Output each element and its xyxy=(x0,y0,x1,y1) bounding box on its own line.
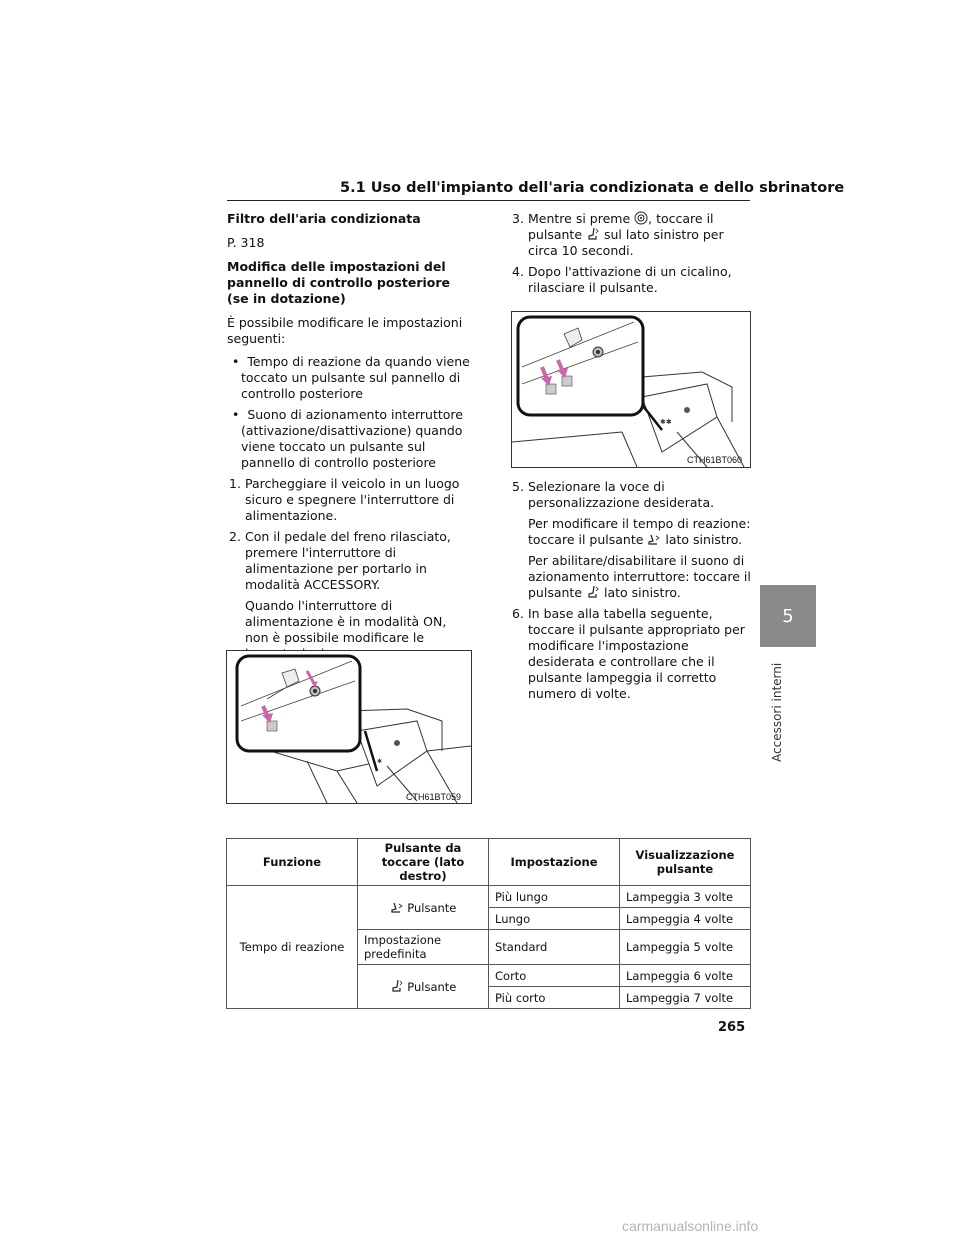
bullet-item: • Tempo di reazione da quando viene toccato un pulsante sul pannello di controllo posteriore xyxy=(232,354,470,401)
svg-text:✱✱: ✱✱ xyxy=(660,418,672,426)
step-number: 3. xyxy=(512,211,524,226)
step-number: 5. xyxy=(512,479,524,494)
intro-text: È possibile modificare le impostazioni seguenti: xyxy=(227,315,463,346)
button-label: Pulsante xyxy=(407,980,457,994)
display-cell: Lampeggia 3 volte xyxy=(620,886,751,908)
column-header: Funzione xyxy=(227,839,358,886)
display-cell: Lampeggia 5 volte xyxy=(620,930,751,965)
step-3-text-a: Mentre si preme xyxy=(528,211,631,226)
step-5 xyxy=(512,479,752,511)
step-text xyxy=(528,211,752,259)
button-down-cell xyxy=(358,965,489,1009)
filter-heading: Filtro dell'aria condizionata xyxy=(227,211,421,226)
figure-right xyxy=(511,311,751,468)
column-header: Impostazione xyxy=(489,839,620,886)
setting-cell: Più lungo xyxy=(489,886,620,908)
step-5-note-2-b: lato sinistro. xyxy=(604,585,681,600)
step-text: Con il pedale del freno rilasciato, premere l'interruttore di alimentazione per portarlo in modalità ACCESSORY. xyxy=(245,529,451,592)
seat-recline-icon xyxy=(586,585,600,599)
setting-cell: Corto xyxy=(489,965,620,987)
modify-heading: Modifica delle impostazioni del pannello di controllo posteriore (se in dotazione) xyxy=(227,259,450,306)
column-header: Pulsante da toccare (lato destro) xyxy=(358,839,489,886)
step-5-note-1-b: lato sinistro. xyxy=(665,532,743,547)
step-number: 1. xyxy=(229,476,241,491)
seat-forward-icon xyxy=(647,532,661,546)
table-header-row xyxy=(227,839,751,886)
setting-cell: Standard xyxy=(489,930,620,965)
display-cell: Lampeggia 7 volte xyxy=(620,987,751,1009)
display-cell: Lampeggia 6 volte xyxy=(620,965,751,987)
step-5-note-2-a: Per abilitare/disabilitare il suono di azionamento interruttore: toccare il pulsante xyxy=(528,553,751,600)
step-1 xyxy=(227,476,472,524)
setting-cell: Più corto xyxy=(489,987,620,1009)
right-column xyxy=(512,211,752,296)
chapter-title: Accessori interni xyxy=(770,662,784,762)
function-cell: Tempo di reazione xyxy=(227,886,358,1009)
chapter-tab[interactable] xyxy=(760,585,816,647)
step-number: 6. xyxy=(512,606,524,621)
step-number: 4. xyxy=(512,264,524,279)
step-5-note-2 xyxy=(512,553,752,601)
step-text: Selezionare la voce di personalizzazione desiderata. xyxy=(528,479,715,510)
header-divider xyxy=(227,200,750,201)
page-number: 265 xyxy=(718,1020,746,1035)
step-2 xyxy=(227,529,472,593)
right-column-lower xyxy=(512,479,752,702)
seat-recline-icon xyxy=(586,227,600,241)
step-text: Dopo l'attivazione di un cicalino, rilasciare il pulsante. xyxy=(528,264,732,295)
settings-table xyxy=(226,838,751,1009)
console-illustration-left xyxy=(227,651,471,803)
step-3-text-c: sul lato sinistro per circa 10 secondi. xyxy=(528,227,724,258)
figure-code: CTH61BT059 xyxy=(406,792,462,802)
bullet-text: Suono di azionamento interruttore (attivazione/disattivazione) quando viene toccato un pulsante sul pannello di controllo posteriore xyxy=(241,407,463,470)
button-up-cell xyxy=(358,886,489,930)
page-header-title: 5.1 Uso dell'impianto dell'aria condizionata e dello sbrinatore xyxy=(340,180,845,196)
seat-recline-icon xyxy=(390,979,404,993)
step-number: 2. xyxy=(229,529,241,544)
bullet-item: • Suono di azionamento interruttore (attivazione/disattivazione) quando viene toccato un pulsante sul pannello di controllo posteriore xyxy=(232,407,463,470)
step-3 xyxy=(512,211,752,259)
svg-text:✱: ✱ xyxy=(377,758,383,765)
display-cell: Lampeggia 4 volte xyxy=(620,908,751,930)
setting-cell: Lungo xyxy=(489,908,620,930)
step-text: Parcheggiare il veicolo in un luogo sicuro e spegnere l'interruttore di alimentazione. xyxy=(245,476,460,523)
step-6 xyxy=(512,606,752,702)
seat-forward-icon xyxy=(390,900,404,914)
step-3-text-b: , toccare il pulsante xyxy=(528,211,714,242)
left-column xyxy=(227,211,472,662)
console-illustration-right xyxy=(512,312,750,467)
step-2-note: Quando l'interruttore di alimentazione è in modalità ON, non è possibile modificare le xyxy=(245,598,447,645)
filter-ref[interactable]: P. 318 xyxy=(227,235,265,250)
chapter-title-vertical xyxy=(770,652,790,762)
column-header: Visualizzazione pulsante xyxy=(620,839,751,886)
step-4 xyxy=(512,264,752,296)
table-row xyxy=(227,886,751,908)
step-5-note-1-a: Per modificare il tempo di reazione: toccare il pulsante xyxy=(528,516,751,547)
button-label: Pulsante xyxy=(407,901,457,915)
step-5-note-1 xyxy=(512,516,752,548)
step-text: In base alla tabella seguente, toccare il pulsante appropriato per modificare l'impostazione desiderata e controllare che il pulsante lampeggia il corretto numero di volte. xyxy=(528,606,745,701)
figure-code: CTH61BT060 xyxy=(687,455,743,465)
chapter-number: 5 xyxy=(782,605,794,627)
bullet-text: Tempo di reazione da quando viene toccato un pulsante sul pannello di controllo posteriore xyxy=(241,354,470,401)
default-setting-cell: Impostazione predefinita xyxy=(358,930,489,965)
settings-button-icon xyxy=(634,211,648,225)
watermark: carmanualsonline.info xyxy=(622,1218,759,1234)
figure-left xyxy=(226,650,472,804)
